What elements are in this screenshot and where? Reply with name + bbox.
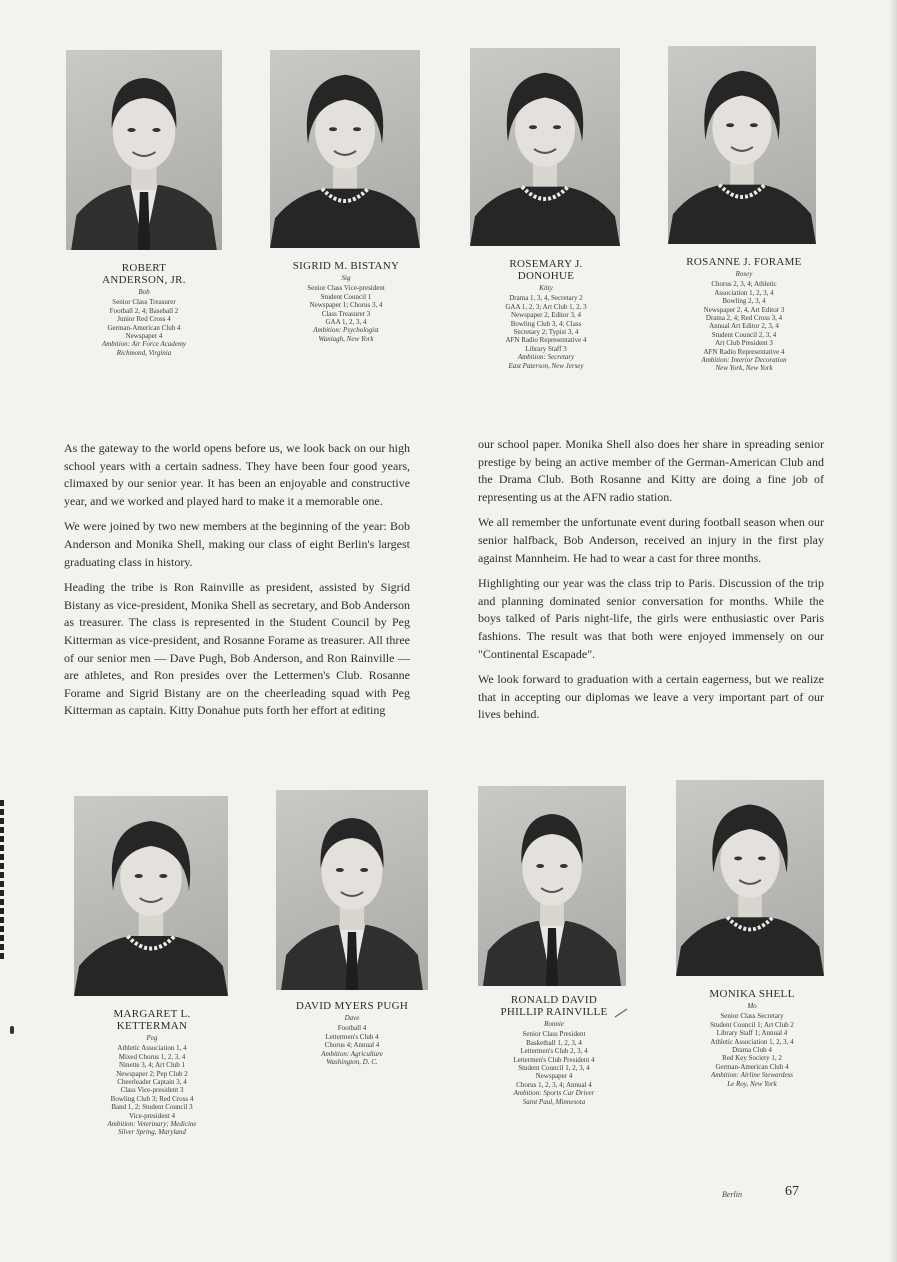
eye-right [560, 864, 568, 868]
student-activity: Bowling Club 3; Red Cross 4 [110, 1094, 194, 1103]
student-activity: Class Treasurer 3 [321, 309, 371, 318]
eye-left [127, 128, 135, 132]
student-activity: Chorus 2, 3, 4; Athletic [711, 280, 777, 289]
student-activity: Student Council 2, 3, 4 [711, 330, 777, 339]
article-right-column [478, 436, 824, 732]
portrait-photo [66, 50, 222, 250]
student-activity: GAA 1, 2, 3, 4 [325, 318, 367, 327]
student-hometown: New York, New York [715, 364, 773, 373]
portrait-photo [74, 796, 228, 996]
student-name [256, 260, 436, 272]
student-activity: Annual Art Editor 2, 3, 4 [709, 322, 779, 331]
student-ambition: Ambition: Sports Car Driver [513, 1089, 595, 1098]
student-activity: Red Key Society 1, 2 [722, 1054, 782, 1063]
article-paragraph: Heading the tribe is Ron Rainville as president, assisted by Sigrid Bistany as vice-president, Monika Shell as secretary, and Bob Anderson as treasurer. The class is represented in the Student Council by Peg Kitterman as vice-president, and Rosanne Forame as treasurer. All three of our senior men — Dave Pugh, Bob Anderson, and Ron Rainville — are athletes, and Ron presides over the Lettermen's Club. Rosanne Forame and Sigrid Bistany are on the cheerleading squad with Peg Kitterman as captain. Kitty Donahue puts forth her effort at editing [64, 580, 410, 718]
student-activity: Class Vice-president 3 [120, 1086, 184, 1095]
student-name-line: ROSEMARY J. [509, 258, 583, 270]
portrait-photo [276, 790, 428, 990]
student-name-line: DAVID MYERS PUGH [295, 1000, 409, 1012]
student-activity: Library Staff 1; Annual 4 [716, 1029, 788, 1038]
student-ambition: Ambition: Airline Stewardess [710, 1071, 794, 1080]
binding-dot [10, 1026, 14, 1034]
student-ambition: Ambition: Interior Decoration [701, 356, 787, 365]
student-caption [454, 258, 638, 370]
student-ambition: Ambition: Veterinary; Medicine [107, 1120, 197, 1129]
student-hometown: Le Roy, New York [727, 1079, 777, 1088]
pen-mark [614, 1008, 628, 1018]
student-hometown: Richmond, Virginia [116, 348, 172, 357]
student-name [454, 258, 638, 282]
portrait-silhouette [668, 46, 816, 244]
eye-right [360, 868, 368, 872]
student-caption [662, 988, 842, 1088]
student-hometown: Silver Spring, Maryland [118, 1128, 186, 1137]
portrait-silhouette [66, 50, 222, 250]
eye-left [529, 125, 537, 129]
student-name-line: ROSANNE J. FORAME [686, 256, 802, 268]
student-ambition: Ambition: Agriculture [321, 1049, 383, 1058]
student-nickname: Sig [341, 274, 351, 282]
student-nickname: Ronnie [544, 1020, 564, 1028]
necktie [138, 192, 150, 250]
student-activity: Newspaper 2, 4, Art Editor 3 [703, 305, 785, 314]
student-activity: Secretary 2; Typist 3, 4 [513, 328, 579, 337]
student-activity: Lettermen's Club 4 [325, 1032, 379, 1041]
student-activity: Football 4 [337, 1024, 367, 1033]
student-name-line: PHILLIP RAINVILLE [500, 1006, 608, 1018]
student-activity: Newspaper 1; Chorus 3, 4 [309, 301, 383, 310]
eye-right [750, 123, 758, 127]
eye-left [726, 123, 734, 127]
student-activity: Chorus 1, 2, 3, 4; Annual 4 [516, 1080, 592, 1089]
portrait-silhouette [74, 796, 228, 996]
footer-label: Berlin [722, 1190, 742, 1199]
student-name-line: ROBERT [121, 262, 167, 274]
student-nickname: Bob [138, 288, 150, 296]
student-ambition: Ambition: Air Force Academy [101, 340, 187, 349]
student-name-line: MONIKA SHELL [709, 988, 795, 1000]
student-name [662, 988, 842, 1000]
student-activity: Student Council 1; Art Club 2 [710, 1020, 794, 1029]
student-activity: Library Staff 3 [525, 344, 567, 353]
eye-right [159, 874, 167, 878]
student-name [262, 1000, 442, 1012]
student-activity: Athletic Association 1, 4 [117, 1044, 187, 1053]
student-activity: Chorus 4; Annual 4 [324, 1041, 380, 1050]
student-caption [256, 260, 436, 343]
student-activity: Student Council 1, 2, 3, 4 [518, 1064, 590, 1073]
portrait-photo [668, 46, 816, 244]
student-name [54, 262, 234, 286]
portrait-photo [470, 48, 620, 246]
eye-left [536, 864, 544, 868]
student-activity: Association 1, 2, 3, 4 [714, 288, 774, 297]
student-nickname: Rosey [735, 270, 753, 278]
student-name-line: SIGRID M. BISTANY [292, 260, 400, 272]
student-activity: Vice-president 4 [128, 1111, 176, 1120]
student-name-line: DONOHUE [517, 270, 575, 282]
student-activity: Senior Class Treasurer [112, 298, 176, 307]
student-activity: Junior Red Cross 4 [117, 315, 171, 324]
student-caption [652, 256, 836, 373]
student-activity: Senior Class President [522, 1030, 586, 1039]
student-nickname: Dave [344, 1014, 360, 1022]
student-name [652, 256, 836, 268]
student-activity: Bowling Club 3, 4; Class [510, 319, 582, 328]
student-hometown: Washington, D. C. [326, 1058, 378, 1067]
page-edge [889, 0, 897, 1262]
student-hometown: Waniagh, New York [318, 334, 374, 343]
student-caption [54, 262, 234, 357]
student-activity: Band 1, 2; Student Council 3 [111, 1103, 193, 1112]
student-activity: Basketball 1, 2, 3, 4 [526, 1038, 582, 1047]
student-nickname: Peg [146, 1034, 158, 1042]
article-left-column [64, 440, 410, 728]
student-activity: Newspaper 2; Pep Club 2 [116, 1069, 188, 1078]
portrait-silhouette [478, 786, 626, 986]
student-activity: Newspaper 4 [125, 332, 163, 341]
clothing-shape [676, 917, 824, 976]
student-name-line: KETTERMAN [116, 1020, 188, 1032]
student-activity: German-American Club 4 [107, 323, 181, 332]
clothing-shape [270, 189, 420, 248]
student-activity: Drama 2, 4; Red Cross 3, 4 [705, 314, 783, 323]
binding-mark [0, 800, 4, 960]
article-paragraph: We were joined by two new members at the beginning of the year: Bob Anderson and Monika Shell, making our class of eight Berlin's largest graduating class in history. [64, 519, 410, 569]
eye-left [336, 868, 344, 872]
article-paragraph: We look forward to graduation with a certain eagerness, but we realize that in accepting our diplomas we leave a very important part of our lives behind. [478, 672, 824, 722]
student-activity: Mixed Chorus 1, 2, 3, 4 [118, 1052, 186, 1061]
portrait-photo [478, 786, 626, 986]
student-caption [262, 1000, 442, 1066]
student-activity: Football 2, 4; Baseball 2 [109, 306, 179, 315]
eye-right [353, 127, 361, 131]
student-activity: Cheerleader Captain 3, 4 [117, 1078, 187, 1087]
student-ambition: Ambition: Psychologist [313, 326, 379, 335]
student-activity: Newspaper 2, Editor 3, 4 [511, 311, 581, 320]
necktie [346, 932, 358, 990]
eye-left [734, 856, 742, 860]
eye-left [329, 127, 337, 131]
article-paragraph: As the gateway to the world opens before us, we look back on our high school years with a certain sadness. They have been four good years, climaxed by our senior year. It has been an enjoyable and constructive year, and we worked and played hard to make it a memorable one. [64, 441, 410, 508]
student-activity: Newspaper 4 [535, 1072, 573, 1081]
student-activity: Senior Class Vice-president [307, 284, 385, 293]
clothing-shape [74, 936, 228, 996]
student-name-line: ANDERSON, JR. [102, 274, 186, 286]
eye-right [758, 856, 766, 860]
student-activity: Art Club President 3 [715, 339, 773, 348]
eye-left [135, 874, 143, 878]
student-activity: Student Council 1 [320, 292, 372, 301]
page-number: 67 [785, 1184, 799, 1199]
necktie [546, 928, 558, 986]
student-activity: AFN Radio Representative 4 [703, 347, 785, 356]
student-caption [62, 1008, 242, 1137]
student-activity: AFN Radio Representative 4 [505, 336, 587, 345]
student-hometown: East Paterson, New Jersey [508, 361, 584, 370]
student-activity: Bowling 2, 3, 4 [722, 297, 766, 306]
student-name-line: MARGARET L. [113, 1008, 191, 1020]
portrait-photo [676, 780, 824, 976]
clothing-shape [668, 185, 816, 244]
portrait-silhouette [676, 780, 824, 976]
student-activity: Athletic Association 1, 2, 3, 4 [710, 1037, 794, 1046]
portrait-silhouette [470, 48, 620, 246]
article-paragraph: our school paper. Monika Shell also does her share in spreading senior prestige by being an active member of the German-American Club and the Drama Club. Both Rosanne and Kitty are doing a fine job of representing us at the AFN radio station. [478, 437, 824, 504]
student-activity: GAA 1, 2, 3; Art Club 1, 2, 3 [505, 302, 587, 311]
student-activity: Senior Class Secretary [720, 1012, 784, 1021]
article-paragraph: Highlighting our year was the class trip to Paris. Discussion of the trip and planning dominated senior conversation for months. While the boys talked of Paris night-life, the girls were enthusiastic over Paris fashions. The result was that both were enjoyed immensely on our "Continental Escapade". [478, 576, 824, 661]
student-name [62, 1008, 242, 1032]
student-activity: Ninette 3, 4; Art Club 1 [118, 1061, 186, 1070]
article-paragraph: We all remember the unfortunate event during football season when our senior halfback, Bob Anderson, received an injury in the first play against Mannheim. He had to wear a cast for three months. [478, 515, 824, 565]
student-activity: German-American Club 4 [715, 1062, 789, 1071]
eye-right [152, 128, 160, 132]
student-name-line: RONALD DAVID [510, 994, 598, 1006]
student-activity: Drama 1, 3, 4, Secretary 2 [509, 294, 583, 303]
portrait-silhouette [276, 790, 428, 990]
eye-right [553, 125, 561, 129]
student-hometown: Saint Paul, Minnesota [522, 1097, 586, 1106]
student-activity: Lettermen's Club 2, 3, 4 [520, 1047, 588, 1056]
student-activity: Drama Club 4 [732, 1046, 772, 1055]
portrait-silhouette [270, 50, 420, 248]
student-nickname: Kitty [539, 284, 553, 292]
clothing-shape [470, 187, 620, 246]
student-nickname: Mo [747, 1002, 757, 1010]
student-ambition: Ambition: Secretary [517, 353, 575, 362]
portrait-photo [270, 50, 420, 248]
student-activity: Lettermen's Club President 4 [513, 1055, 595, 1064]
